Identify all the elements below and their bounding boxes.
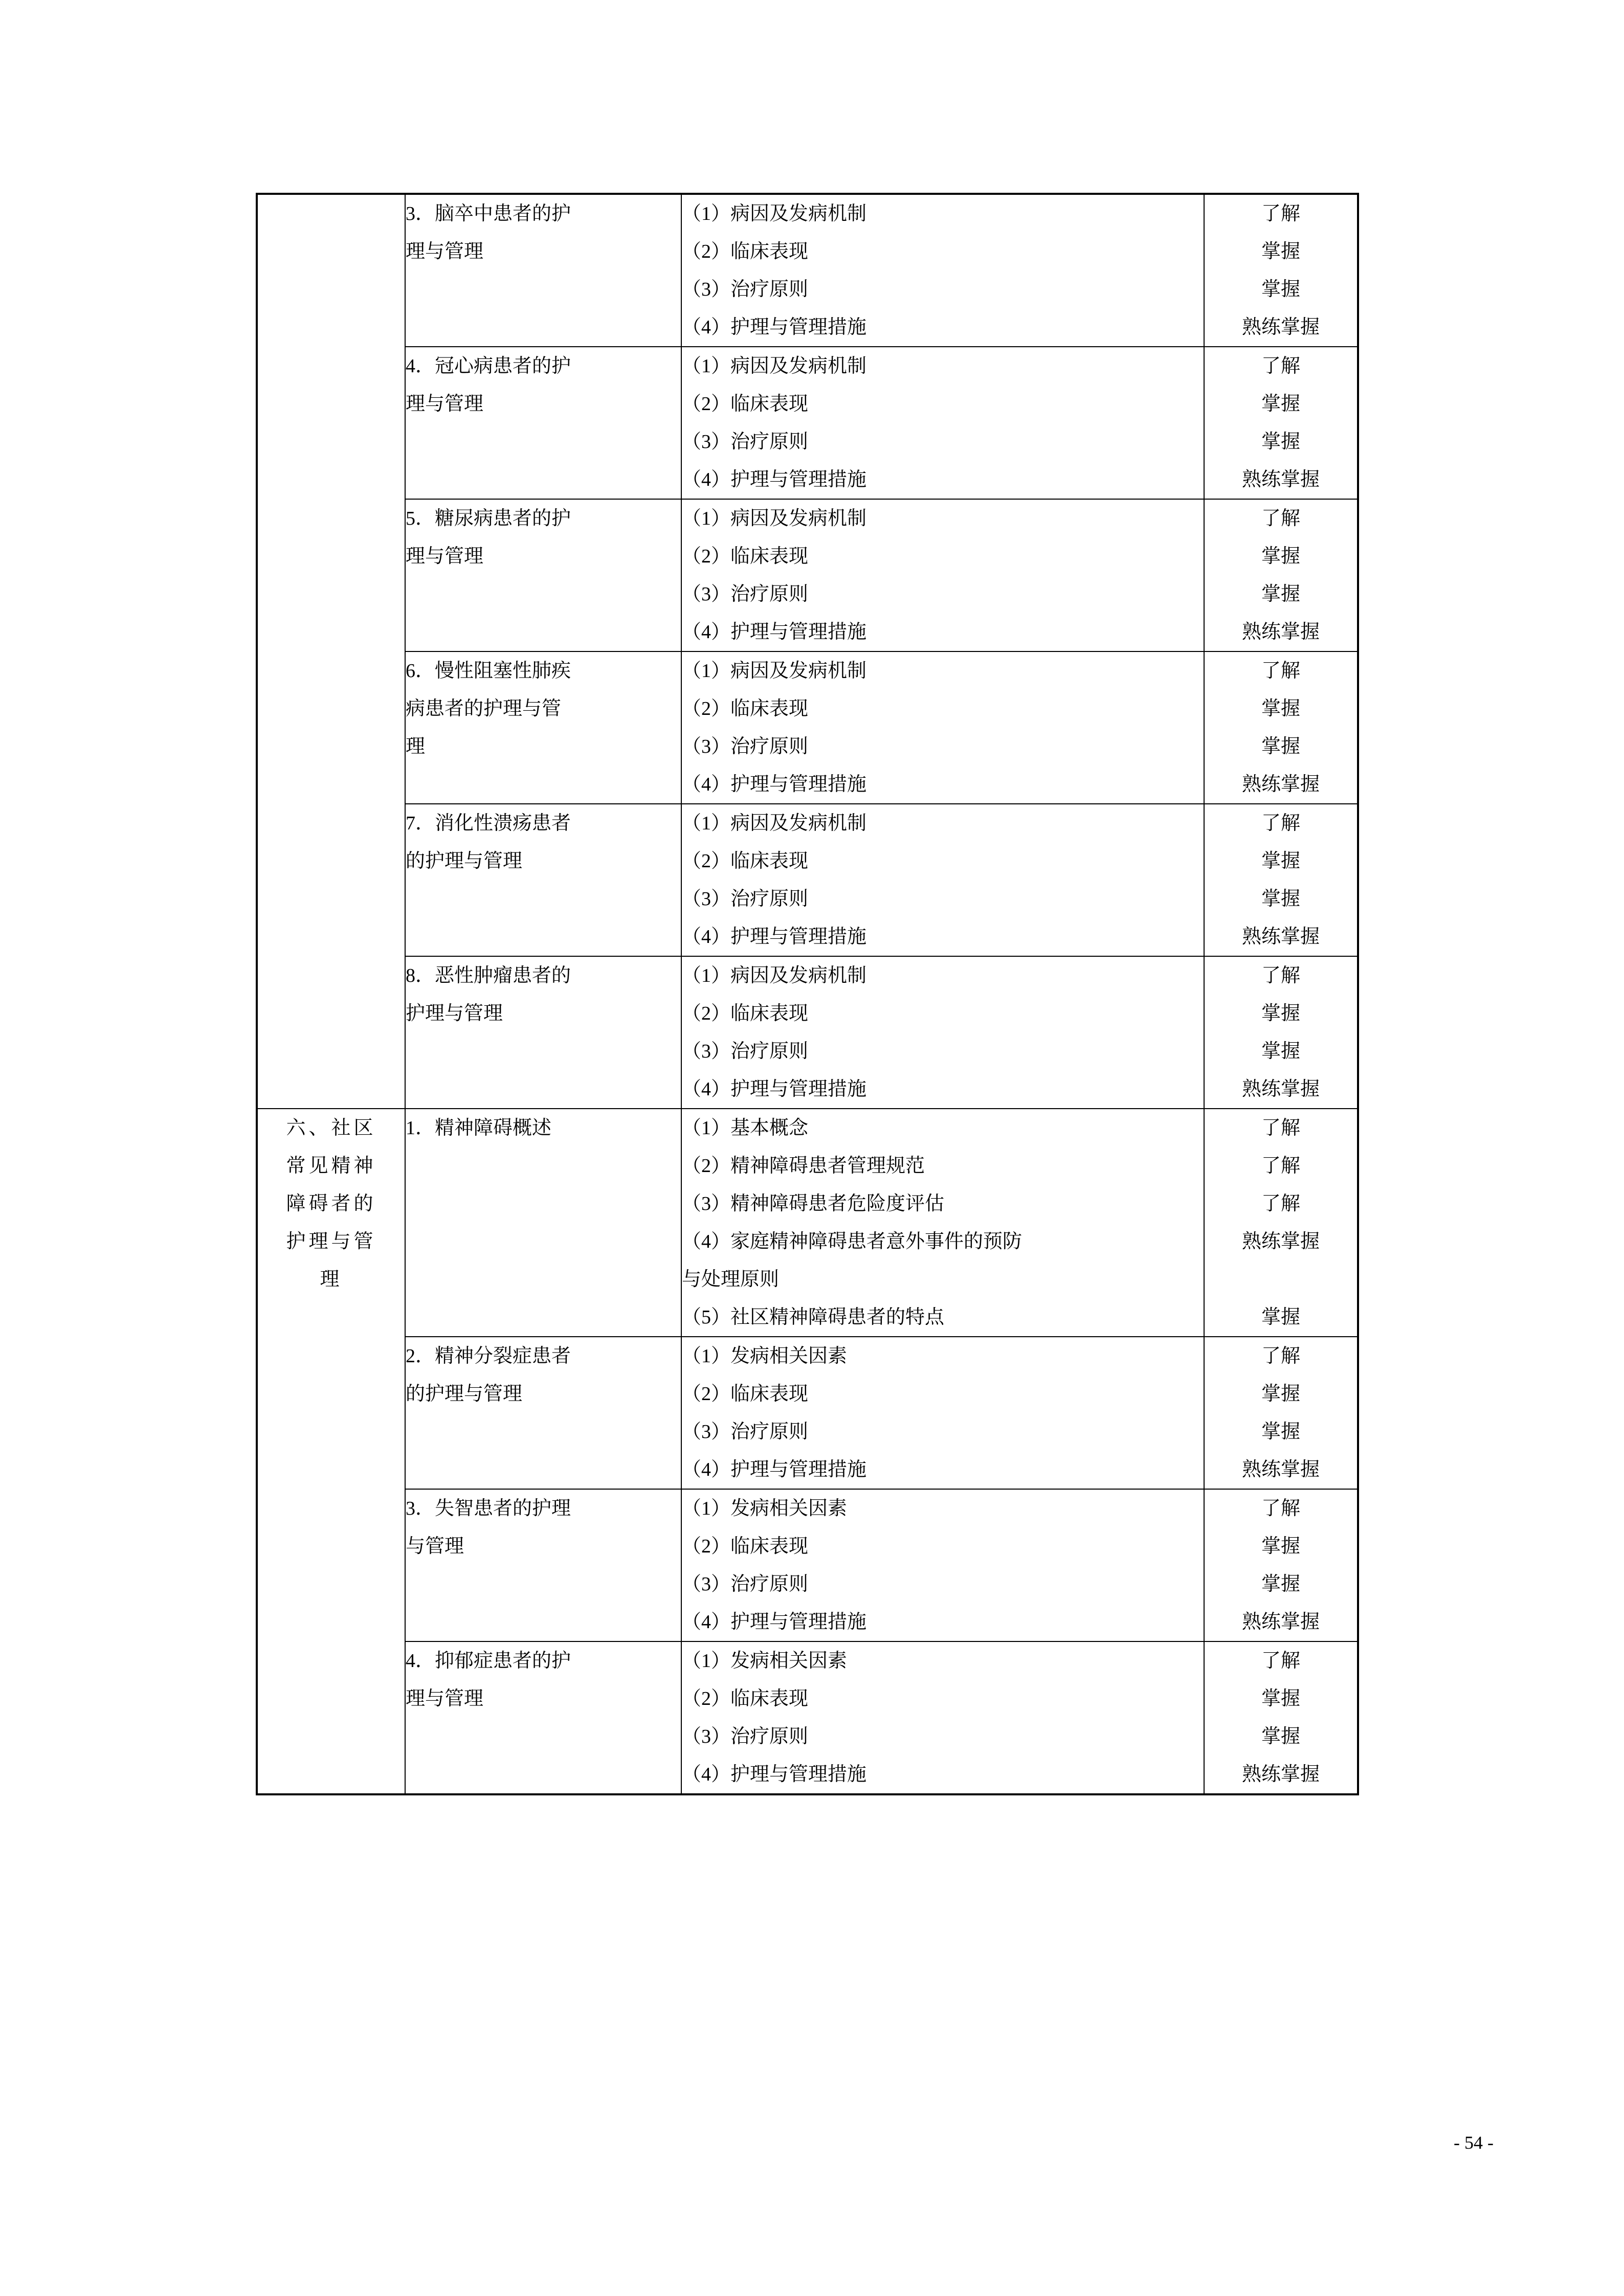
detail-line: 与处理原则 [682, 1269, 780, 1290]
detail-line: （3）治疗原则 [682, 736, 809, 757]
topic-cell [405, 347, 681, 499]
topic-line: 5．糖尿病患者的护 [406, 508, 571, 529]
level-value: 掌握 [1261, 431, 1300, 453]
topic-cell [405, 1489, 681, 1641]
topic-line: 理 [406, 736, 426, 757]
detail-line: （3）治疗原则 [682, 279, 809, 300]
detail-line: （1）发病相关因素 [682, 1345, 848, 1367]
detail-cell [681, 651, 1204, 804]
topic-cell [405, 1641, 681, 1794]
topic-line: 4．抑郁症患者的护 [406, 1650, 571, 1672]
topic-line: 2．精神分裂症患者 [406, 1345, 571, 1367]
level-value: 了解 [1261, 1345, 1300, 1367]
table-row [257, 956, 1358, 1109]
section-label-line: 六、社区 [286, 1117, 376, 1139]
table-row [257, 651, 1358, 804]
detail-line: （4）护理与管理措施 [682, 1611, 867, 1633]
level-value: 熟练掌握 [1241, 774, 1320, 795]
detail-line: （2）临床表现 [682, 1003, 809, 1024]
detail-line: （2）临床表现 [682, 546, 809, 567]
detail-line: （1）病因及发病机制 [682, 203, 867, 224]
table-row [257, 499, 1358, 651]
level-cell [1204, 651, 1358, 804]
table-row [257, 1489, 1358, 1641]
table-row [257, 804, 1358, 956]
level-cell [1204, 956, 1358, 1109]
table-body [257, 194, 1358, 1794]
detail-line: （3）治疗原则 [682, 1573, 809, 1595]
level-value: 熟练掌握 [1241, 1078, 1320, 1100]
detail-line: （2）临床表现 [682, 698, 809, 719]
detail-line: （4）护理与管理措施 [682, 317, 867, 338]
level-value: 了解 [1261, 203, 1300, 224]
detail-line: （1）病因及发病机制 [682, 813, 867, 834]
detail-line: （3）治疗原则 [682, 888, 809, 910]
level-value: 掌握 [1261, 546, 1300, 567]
topic-line: 理与管理 [406, 1688, 484, 1709]
level-value: 掌握 [1261, 698, 1300, 719]
detail-cell [681, 956, 1204, 1109]
detail-cell [681, 804, 1204, 956]
level-value: 熟练掌握 [1241, 1764, 1320, 1785]
syllabus-table [256, 193, 1359, 1795]
level-value: 掌握 [1261, 1041, 1300, 1062]
level-value: 了解 [1261, 660, 1300, 682]
topic-cell [405, 1109, 681, 1337]
page-number: - 54 - [1454, 2132, 1494, 2153]
level-cell [1204, 1641, 1358, 1794]
detail-line: （3）治疗原则 [682, 583, 809, 605]
level-value: 了解 [1261, 965, 1300, 986]
level-value: 掌握 [1261, 1688, 1300, 1709]
level-value: 掌握 [1261, 279, 1300, 300]
level-cell [1204, 1337, 1358, 1489]
level-value: 掌握 [1261, 1421, 1300, 1443]
level-value: 掌握 [1261, 1003, 1300, 1024]
detail-line: （2）精神障碍患者管理规范 [682, 1155, 925, 1177]
detail-cell [681, 194, 1204, 347]
topic-line: 3．脑卒中患者的护 [406, 203, 571, 224]
level-cell [1204, 347, 1358, 499]
level-cell [1204, 1489, 1358, 1641]
detail-line: （2）临床表现 [682, 850, 809, 872]
topic-cell [405, 1337, 681, 1489]
detail-line: （3）治疗原则 [682, 431, 809, 453]
topic-cell [405, 804, 681, 956]
detail-line: （4）护理与管理措施 [682, 621, 867, 643]
level-value: 掌握 [1261, 1383, 1300, 1405]
topic-line: 理与管理 [406, 546, 484, 567]
level-cell [1204, 499, 1358, 651]
topic-line: 7．消化性溃疡患者 [406, 813, 571, 834]
topic-line: 的护理与管理 [406, 1383, 523, 1405]
level-value: 了解 [1261, 1193, 1300, 1214]
topic-cell [405, 651, 681, 804]
section-label-line: 常见精神 [286, 1155, 376, 1177]
topic-line: 护理与管理 [406, 1003, 503, 1024]
level-value: 掌握 [1261, 1536, 1300, 1557]
detail-line: （4）护理与管理措施 [682, 1459, 867, 1480]
level-cell [1204, 804, 1358, 956]
detail-cell [681, 1489, 1204, 1641]
detail-line: （3）治疗原则 [682, 1726, 809, 1747]
detail-line: （4）家庭精神障碍患者意外事件的预防 [682, 1231, 1022, 1252]
topic-cell [405, 499, 681, 651]
detail-line: （4）护理与管理措施 [682, 1764, 867, 1785]
level-value: 掌握 [1261, 583, 1300, 605]
detail-cell [681, 1109, 1204, 1337]
detail-line: （5）社区精神障碍患者的特点 [682, 1307, 945, 1328]
level-value: 掌握 [1261, 888, 1300, 910]
level-value: 了解 [1261, 1650, 1300, 1672]
level-value: 了解 [1261, 1155, 1300, 1177]
topic-cell [405, 956, 681, 1109]
detail-line: （2）临床表现 [682, 1688, 809, 1709]
table-row [257, 347, 1358, 499]
level-value: 了解 [1261, 355, 1300, 377]
topic-cell [405, 194, 681, 347]
detail-line: （1）发病相关因素 [682, 1650, 848, 1672]
detail-line: （1）病因及发病机制 [682, 965, 867, 986]
level-value: 了解 [1261, 1117, 1300, 1139]
topic-line: 的护理与管理 [406, 850, 523, 872]
detail-line: （3）治疗原则 [682, 1041, 809, 1062]
section-label-line: 护理与管 [286, 1231, 376, 1252]
detail-line: （1）病因及发病机制 [682, 660, 867, 682]
table-row [257, 1109, 1358, 1337]
level-value: 熟练掌握 [1241, 926, 1320, 948]
topic-line: 理与管理 [406, 393, 484, 415]
level-cell [1204, 194, 1358, 347]
detail-line: （1）发病相关因素 [682, 1498, 848, 1519]
level-cell [1204, 1109, 1358, 1337]
topic-line: 病患者的护理与管 [406, 698, 562, 719]
level-value: 掌握 [1261, 736, 1300, 757]
level-value: 掌握 [1261, 1573, 1300, 1595]
detail-cell [681, 347, 1204, 499]
detail-line: （4）护理与管理措施 [682, 469, 867, 490]
level-value: 了解 [1261, 508, 1300, 529]
detail-line: （1）病因及发病机制 [682, 355, 867, 377]
detail-cell [681, 499, 1204, 651]
detail-line: （2）临床表现 [682, 1383, 809, 1405]
table-row [257, 1641, 1358, 1794]
section-label-cell [257, 194, 405, 1109]
detail-line: （2）临床表现 [682, 393, 809, 415]
section-label-line: 理 [320, 1269, 343, 1290]
detail-line: （2）临床表现 [682, 1536, 809, 1557]
level-value: 掌握 [1261, 1307, 1300, 1328]
topic-line: 与管理 [406, 1536, 464, 1557]
level-value: 熟练掌握 [1241, 1611, 1320, 1633]
topic-line: 3．失智患者的护理 [406, 1498, 571, 1519]
detail-cell [681, 1337, 1204, 1489]
detail-line: （3）治疗原则 [682, 1421, 809, 1443]
topic-line: 6．慢性阻塞性肺疾 [406, 660, 571, 682]
level-value: 掌握 [1261, 850, 1300, 872]
detail-cell [681, 1641, 1204, 1794]
table-row [257, 194, 1358, 347]
level-value: 熟练掌握 [1241, 469, 1320, 490]
detail-line: （4）护理与管理措施 [682, 1078, 867, 1100]
detail-line: （4）护理与管理措施 [682, 774, 867, 795]
level-value: 熟练掌握 [1241, 317, 1320, 338]
section-label-cell [257, 1109, 405, 1794]
level-value: 掌握 [1261, 393, 1300, 415]
detail-line: （1）病因及发病机制 [682, 508, 867, 529]
level-value: 熟练掌握 [1241, 1231, 1320, 1252]
detail-line: （2）临床表现 [682, 241, 809, 262]
topic-line: 理与管理 [406, 241, 484, 262]
topic-line: 1．精神障碍概述 [406, 1117, 552, 1139]
detail-line: （1）基本概念 [682, 1117, 809, 1139]
topic-line: 8．恶性肿瘤患者的 [406, 965, 571, 986]
level-value: 了解 [1261, 813, 1300, 834]
level-value: 掌握 [1261, 241, 1300, 262]
section-label-line: 障碍者的 [286, 1193, 376, 1214]
level-value: 熟练掌握 [1241, 621, 1320, 643]
level-value: 掌握 [1261, 1726, 1300, 1747]
topic-line: 4．冠心病患者的护 [406, 355, 571, 377]
level-value: 熟练掌握 [1241, 1459, 1320, 1480]
detail-line: （3）精神障碍患者危险度评估 [682, 1193, 945, 1214]
table-row [257, 1337, 1358, 1489]
level-value: 了解 [1261, 1498, 1300, 1519]
detail-line: （4）护理与管理措施 [682, 926, 867, 948]
